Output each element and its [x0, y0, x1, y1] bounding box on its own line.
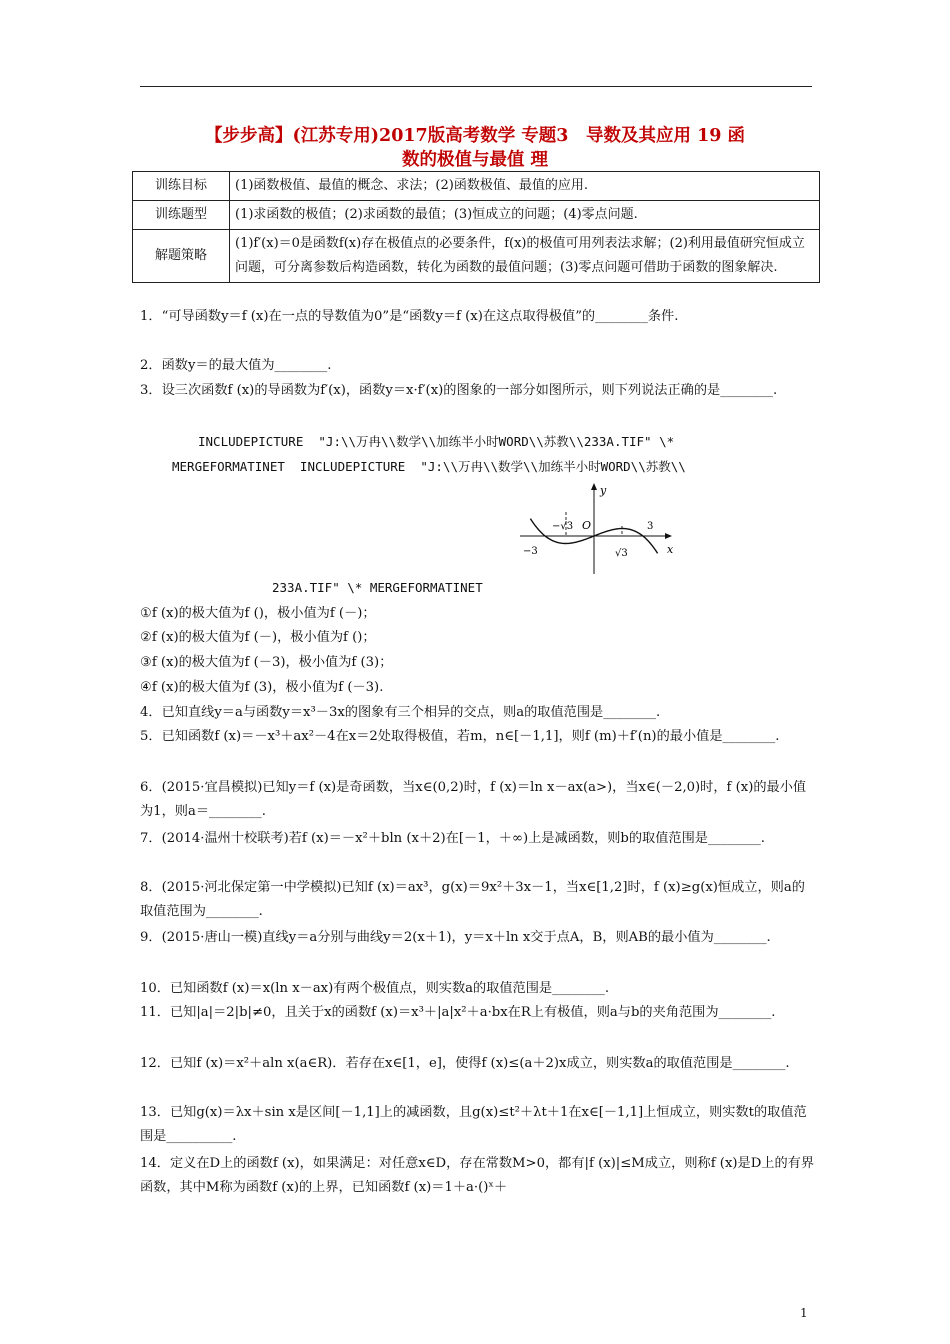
field-code-line-2: MERGEFORMATINET INCLUDEPICTURE "J:\\万冉\\数学\\加练半小时WORD\\苏教\\ — [172, 459, 686, 474]
row-content: (1)求函数的极值；(2)求函数的最值；(3)恒成立的问题；(4)零点问题. — [230, 201, 820, 230]
header-rule — [140, 86, 812, 87]
option-4: ④f (x)的极大值为f (3)，极小值为f (－3). — [140, 680, 384, 695]
row-content: (1)函数极值、最值的概念、求法；(2)函数极值、最值的应用. — [230, 172, 820, 201]
row-label: 解题策略 — [133, 230, 230, 283]
question-14: 14．定义在D上的函数f (x)，如果满足：对任意x∈D，存在常数M>0，都有|f (x)|≤M成立，则称f (x)是D上的有界函数，其中M称为函数f (x)的上界，已知函数f (x)＝1＋a·()ˣ＋ — [140, 1156, 815, 1196]
row-content: (1)f′(x)＝0是函数f(x)存在极值点的必要条件，f(x)的极值可用列表法求解；(2)利用最值研究恒成立问题，可分离参数后构造函数，转化为函数的最值问题；(3)零点问题可借助于函数的图象解决. — [230, 230, 820, 283]
table-row — [133, 172, 820, 201]
question-10: 10．已知函数f (x)＝x(ln x－ax)有两个极值点，则实数a的取值范围是________. — [140, 981, 610, 996]
table-row — [133, 201, 820, 230]
row-label: 训练题型 — [133, 201, 230, 230]
training-info-table — [132, 171, 820, 283]
option-3: ③f (x)的极大值为f (－3)，极小值为f (3)； — [140, 655, 393, 670]
question-3: 3．设三次函数f (x)的导函数为f′(x)，函数y＝x·f′(x)的图象的一部分如图所示，则下列说法正确的是________. — [140, 383, 778, 398]
tick-label-3: 3 — [647, 521, 654, 532]
question-2: 2．函数y＝的最大值为________. — [140, 358, 332, 373]
y-axis-label: y — [600, 484, 607, 497]
derivative-graph — [516, 478, 676, 578]
option-1: ①f (x)的极大值为f ()，极小值为f (－)； — [140, 606, 376, 621]
title-line-1: 【步步高】(江苏专用)2017版高考数学 专题3 导数及其应用 19 函 — [204, 126, 746, 146]
question-5: 5．已知函数f (x)＝－x³＋ax²－4在x＝2处取得极值，若m，n∈[－1,1]，则f (m)＋f′(n)的最小值是________. — [140, 729, 780, 744]
question-7: 7．(2014·温州十校联考)若f (x)＝－x²＋bln (x＋2)在[－1，＋∞)上是减函数，则b的取值范围是________. — [140, 831, 765, 846]
field-code-line-3: 233A.TIF" \* MERGEFORMATINET — [272, 580, 483, 595]
question-4: 4．已知直线y＝a与函数y＝x³－3x的图象有三个相异的交点，则a的取值范围是________. — [140, 705, 661, 720]
option-2: ②f (x)的极大值为f (－)，极小值为f ()； — [140, 630, 376, 645]
tick-label-minus3: −3 — [523, 546, 538, 557]
question-6: 6．(2015·宜昌模拟)已知y＝f (x)是奇函数，当x∈(0,2)时，f (x)＝ln x－ax(a>)，当x∈(－2,0)时，f (x)的最小值为1，则a＝________. — [140, 780, 807, 820]
table-row — [133, 230, 820, 283]
tick-label-root3: √3 — [615, 548, 628, 559]
x-axis-label: x — [667, 543, 674, 556]
x-axis-arrow — [665, 533, 672, 539]
origin-label: O — [582, 519, 592, 532]
tick-label-minus-root3: −√3 — [552, 521, 574, 532]
y-axis-arrow — [591, 483, 597, 490]
question-12: 12．已知f (x)＝x²＋aln x(a∈R)．若存在x∈[1，e]，使得f (x)≤(a＋2)x成立，则实数a的取值范围是________. — [140, 1056, 790, 1071]
title-line-2: 数的极值与最值 理 — [401, 150, 549, 170]
page-number: 1 — [800, 1306, 808, 1320]
question-9: 9．(2015·唐山一模)直线y＝a分别与曲线y＝2(x＋1)，y＝x＋ln x交于点A，B，则AB的最小值为________. — [140, 930, 771, 945]
question-8: 8．(2015·河北保定第一中学模拟)已知f (x)＝ax³，g(x)＝9x²＋3x－1，当x∈[1,2]时，f (x)≥g(x)恒成立，则a的取值范围为________. — [140, 880, 805, 920]
question-11: 11．已知|a|＝2|b|≠0，且关于x的函数f (x)＝x³＋|a|x²＋a·bx在R上有极值，则a与b的夹角范围为________. — [140, 1005, 776, 1020]
row-label: 训练目标 — [133, 172, 230, 201]
document-title — [135, 124, 815, 172]
question-1: 1．“可导函数y＝f (x)在一点的导数值为0”是“函数y＝f (x)在这点取得极值”的________条件. — [140, 309, 679, 324]
field-code-line-1: INCLUDEPICTURE "J:\\万冉\\数学\\加练半小时WORD\\苏教\\233A.TIF" \* — [198, 434, 675, 449]
question-13: 13．已知g(x)＝λx＋sin x是区间[－1,1]上的减函数，且g(x)≤t²＋λt＋1在x∈[－1,1]上恒成立，则实数t的取值范围是__________. — [140, 1105, 807, 1145]
